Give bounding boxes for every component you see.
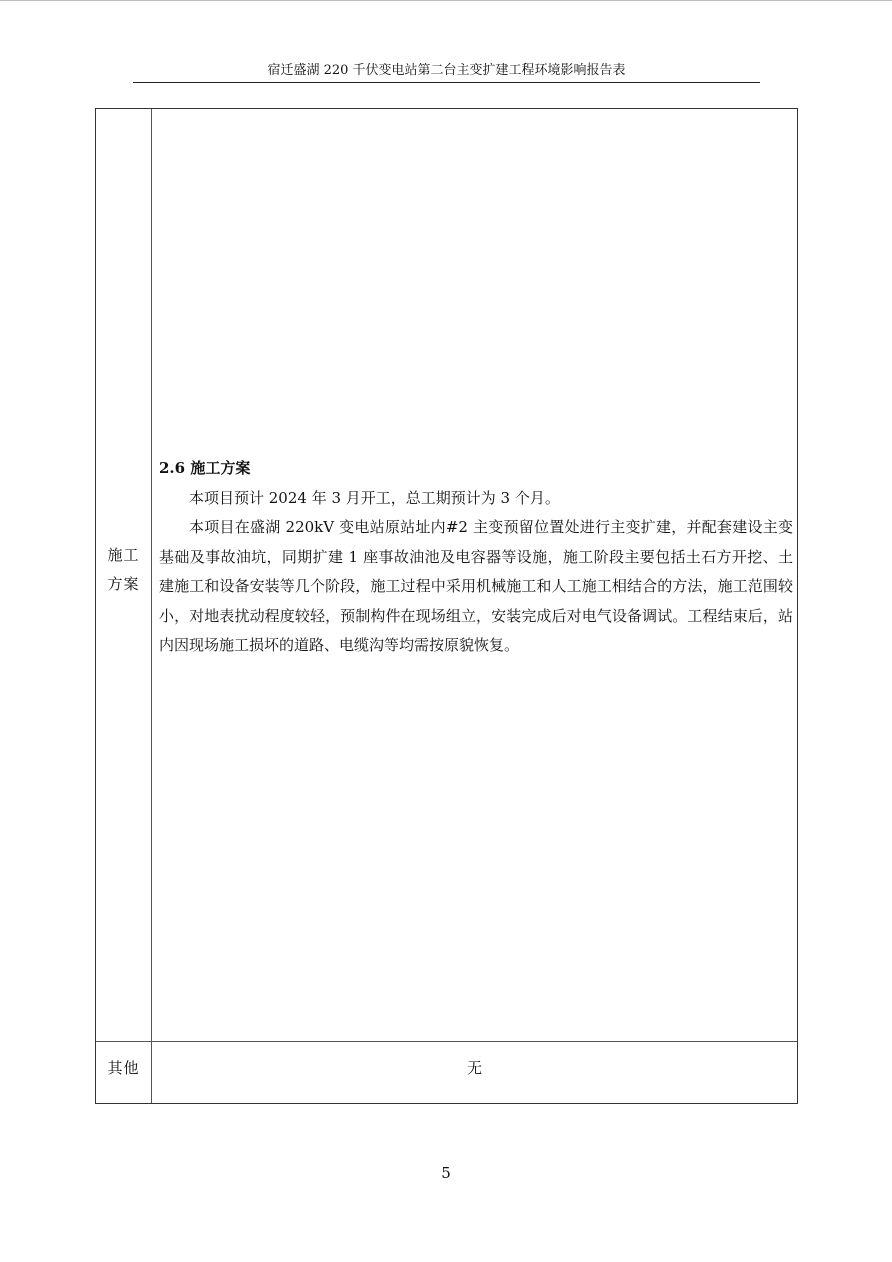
row-value-other: 无	[466, 1059, 482, 1077]
row-label-construction-plan	[96, 541, 151, 599]
row-label-line: 施工	[107, 546, 140, 564]
header-rule	[133, 82, 760, 83]
page-number: 5	[441, 1164, 451, 1182]
construction-plan-content	[159, 454, 793, 661]
running-header: 宿迁盛湖 220 千伏变电站第二台主变扩建工程环境影响报告表	[267, 63, 626, 78]
table-column-divider	[151, 109, 152, 1103]
row-label-line: 方案	[107, 575, 140, 593]
report-table	[95, 108, 798, 1104]
page-top-edge	[0, 0, 892, 1]
paragraph-construction-details: 本项目在盛湖 220kV 变电站原站址内#2 主变预留位置处进行主变扩建，并配套建设主变基础及事故油坑，同期扩建 1 座事故油池及电容器等设施，施工阶段主要包括土石方开挖、土建施工和设备安装等几个阶段，施工过程中采用机械施工和人工施工相结合的方法，施工范围较小，对地表扰动程度较轻，预制构件在现场组立，安装完成后对电气设备调试。工程结束后，站内因现场施工损坏的道路、电缆沟等均需按原貌恢复。	[159, 518, 793, 654]
row-label-other: 其他	[107, 1059, 140, 1077]
section-title: 2.6 施工方案	[159, 459, 251, 477]
table-row-divider	[96, 1041, 797, 1042]
paragraph-schedule: 本项目预计 2024 年 3 月开工，总工期预计为 3 个月。	[189, 488, 560, 507]
